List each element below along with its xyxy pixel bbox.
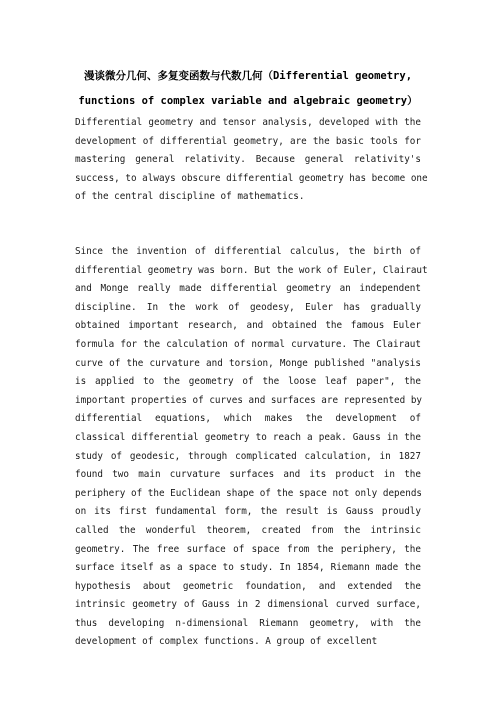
paragraph-line: formula for the calculation of normal curvature. The Clairaut: [75, 338, 421, 350]
paragraph-line: development of differential geometry, are the basic tools for: [75, 135, 421, 147]
paragraph-line: success, to always obscure differential geometry has become one: [75, 172, 428, 184]
paragraph-line: of the central discipline of mathematics.: [75, 191, 305, 203]
paragraph-line: and Monge really made differential geometry an independent: [75, 283, 421, 295]
paragraph-line: periphery of the Euclidean shape of the space not only depends: [75, 487, 423, 499]
paragraph-line: discipline. In the work of geodesy, Euler has gradually: [75, 301, 421, 313]
paragraph-line: found two main curvature surfaces and its product in the: [75, 469, 421, 481]
paragraph-line: differential geometry was born. But the work of Euler, Clairaut: [75, 264, 428, 276]
paragraph-line: Since the invention of differential calculus, the birth of: [75, 246, 421, 257]
paragraph-2: [75, 243, 428, 652]
paragraph-line: thus developing n-dimensional Riemann geometry, with the: [75, 617, 421, 629]
paragraph-line: study of geodesic, through complicated calculation, in 1827: [75, 450, 421, 462]
paragraph-line: hypothesis about geometric foundation, and extended the: [75, 580, 421, 592]
paragraph-1: [75, 114, 428, 207]
paragraph-line: called the wonderful theorem, created from the intrinsic: [75, 524, 421, 536]
paragraph-line: Differential geometry and tensor analysis, developed with the: [75, 117, 421, 128]
paragraph-line: on its first fundamental form, the result is Gauss proudly: [75, 506, 421, 518]
paragraph-line: surface itself as a space to study. In 1854, Riemann made the: [75, 562, 421, 574]
paragraph-line: mastering general relativity. Because general relativity's: [75, 154, 421, 166]
document-title-line-2: functions of complex variable and algebraic geometry）: [78, 95, 418, 107]
paragraph-line: development of complex functions. A group of excellent: [75, 636, 378, 648]
paragraph-line: obtained important research, and obtained the famous Euler: [75, 320, 421, 332]
paragraph-line: important properties of curves and surfaces are represented by: [75, 394, 423, 406]
paragraph-line: curve of the curvature and torsion, Monge published "analysis: [75, 357, 421, 369]
paragraph-line: classical differential geometry to reach a peak. Gauss in the: [75, 431, 421, 443]
paragraph-line: geometry. The free surface of space from the periphery, the: [75, 543, 421, 555]
paragraph-line: intrinsic geometry of Gauss in 2 dimensional curved surface,: [75, 599, 421, 611]
paragraph-line: is applied to the geometry of the loose leaf paper", the: [75, 376, 421, 388]
document-title-line-1: 漫谈微分几何、多复变函数与代数几何（Differential geometry,: [83, 70, 413, 82]
paragraph-line: differential equations, which makes the development of: [75, 413, 421, 425]
